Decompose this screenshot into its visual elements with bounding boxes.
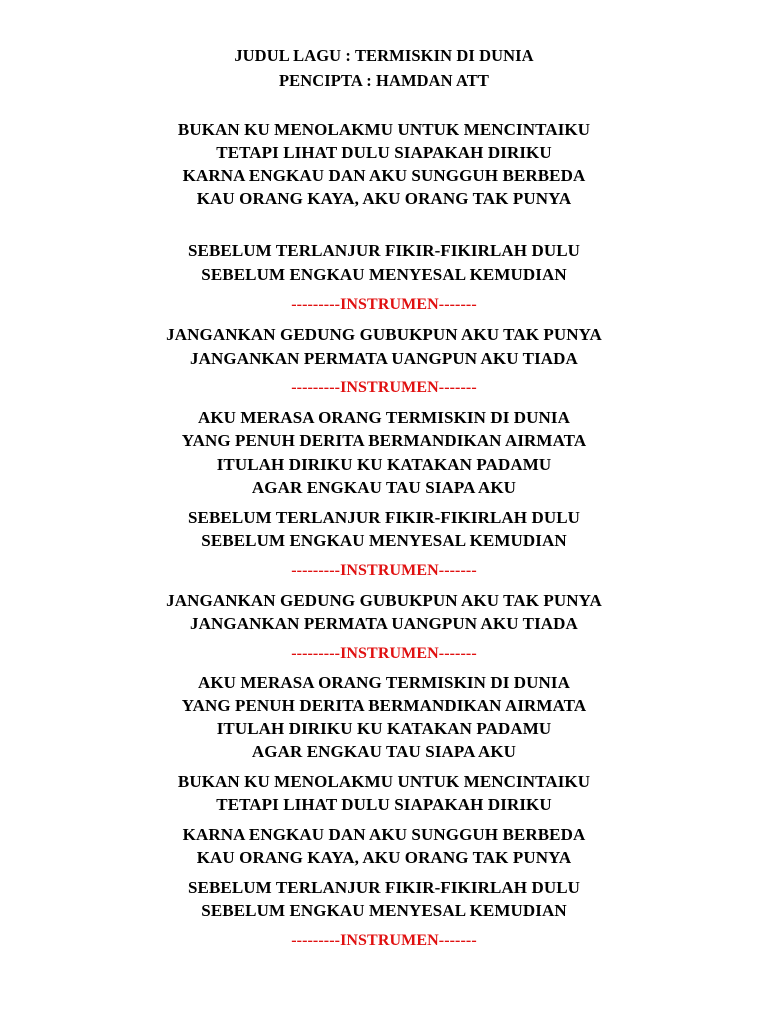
lyric-line: KARNA ENGKAU DAN AKU SUNGGUH BERBEDA [182,166,586,185]
lyric-line: AGAR ENGKAU TAU SIAPA AKU [251,478,517,497]
lyric-line: BUKAN KU MENOLAKMU UNTUK MENCINTAIKU [177,772,591,791]
instrumental-marker: ---------INSTRUMEN------- [291,296,477,313]
lyric-line: JANGANKAN GEDUNG GUBUKPUN AKU TAK PUNYA [166,591,602,610]
lyric-line: AKU MERASA ORANG TERMISKIN DI DUNIA [197,408,571,427]
lyric-line: BUKAN KU MENOLAKMU UNTUK MENCINTAIKU [177,120,591,139]
lyric-line: KAU ORANG KAYA, AKU ORANG TAK PUNYA [196,189,572,208]
lyric-line: SEBELUM ENGKAU MENYESAL KEMUDIAN [201,901,567,920]
lyric-line: TETAPI LIHAT DULU SIAPAKAH DIRIKU [216,795,552,814]
lyric-line: SEBELUM TERLANJUR FIKIR-FIKIRLAH DULU [187,878,581,897]
lyric-line: JANGANKAN GEDUNG GUBUKPUN AKU TAK PUNYA [166,325,602,344]
lyric-line: SEBELUM TERLANJUR FIKIR-FIKIRLAH DULU [187,241,581,260]
lyric-line: YANG PENUH DERITA BERMANDIKAN AIRMATA [181,696,587,715]
lyric-line: YANG PENUH DERITA BERMANDIKAN AIRMATA [181,431,587,450]
lyric-line: SEBELUM ENGKAU MENYESAL KEMUDIAN [201,531,567,550]
lyric-line: ITULAH DIRIKU KU KATAKAN PADAMU [216,719,552,738]
lyric-line: AKU MERASA ORANG TERMISKIN DI DUNIA [197,673,571,692]
lyric-line: AGAR ENGKAU TAU SIAPA AKU [251,742,517,761]
composer-line: PENCIPTA : HAMDAN ATT [278,71,490,90]
lyric-line: TETAPI LIHAT DULU SIAPAKAH DIRIKU [216,143,552,162]
instrumental-marker: ---------INSTRUMEN------- [291,562,477,579]
lyric-line: ITULAH DIRIKU KU KATAKAN PADAMU [216,455,552,474]
lyric-line: JANGANKAN PERMATA UANGPUN AKU TIADA [190,614,578,633]
song-title-line: JUDUL LAGU : TERMISKIN DI DUNIA [234,46,534,65]
lyric-line: JANGANKAN PERMATA UANGPUN AKU TIADA [190,349,578,368]
instrumental-marker: ---------INSTRUMEN------- [291,932,477,949]
instrumental-marker: ---------INSTRUMEN------- [291,379,477,396]
instrumental-marker: ---------INSTRUMEN------- [291,645,477,662]
lyric-line: SEBELUM TERLANJUR FIKIR-FIKIRLAH DULU [187,508,581,527]
lyric-line: KAU ORANG KAYA, AKU ORANG TAK PUNYA [196,848,572,867]
lyric-line: SEBELUM ENGKAU MENYESAL KEMUDIAN [201,265,567,284]
lyric-line: KARNA ENGKAU DAN AKU SUNGGUH BERBEDA [182,825,586,844]
